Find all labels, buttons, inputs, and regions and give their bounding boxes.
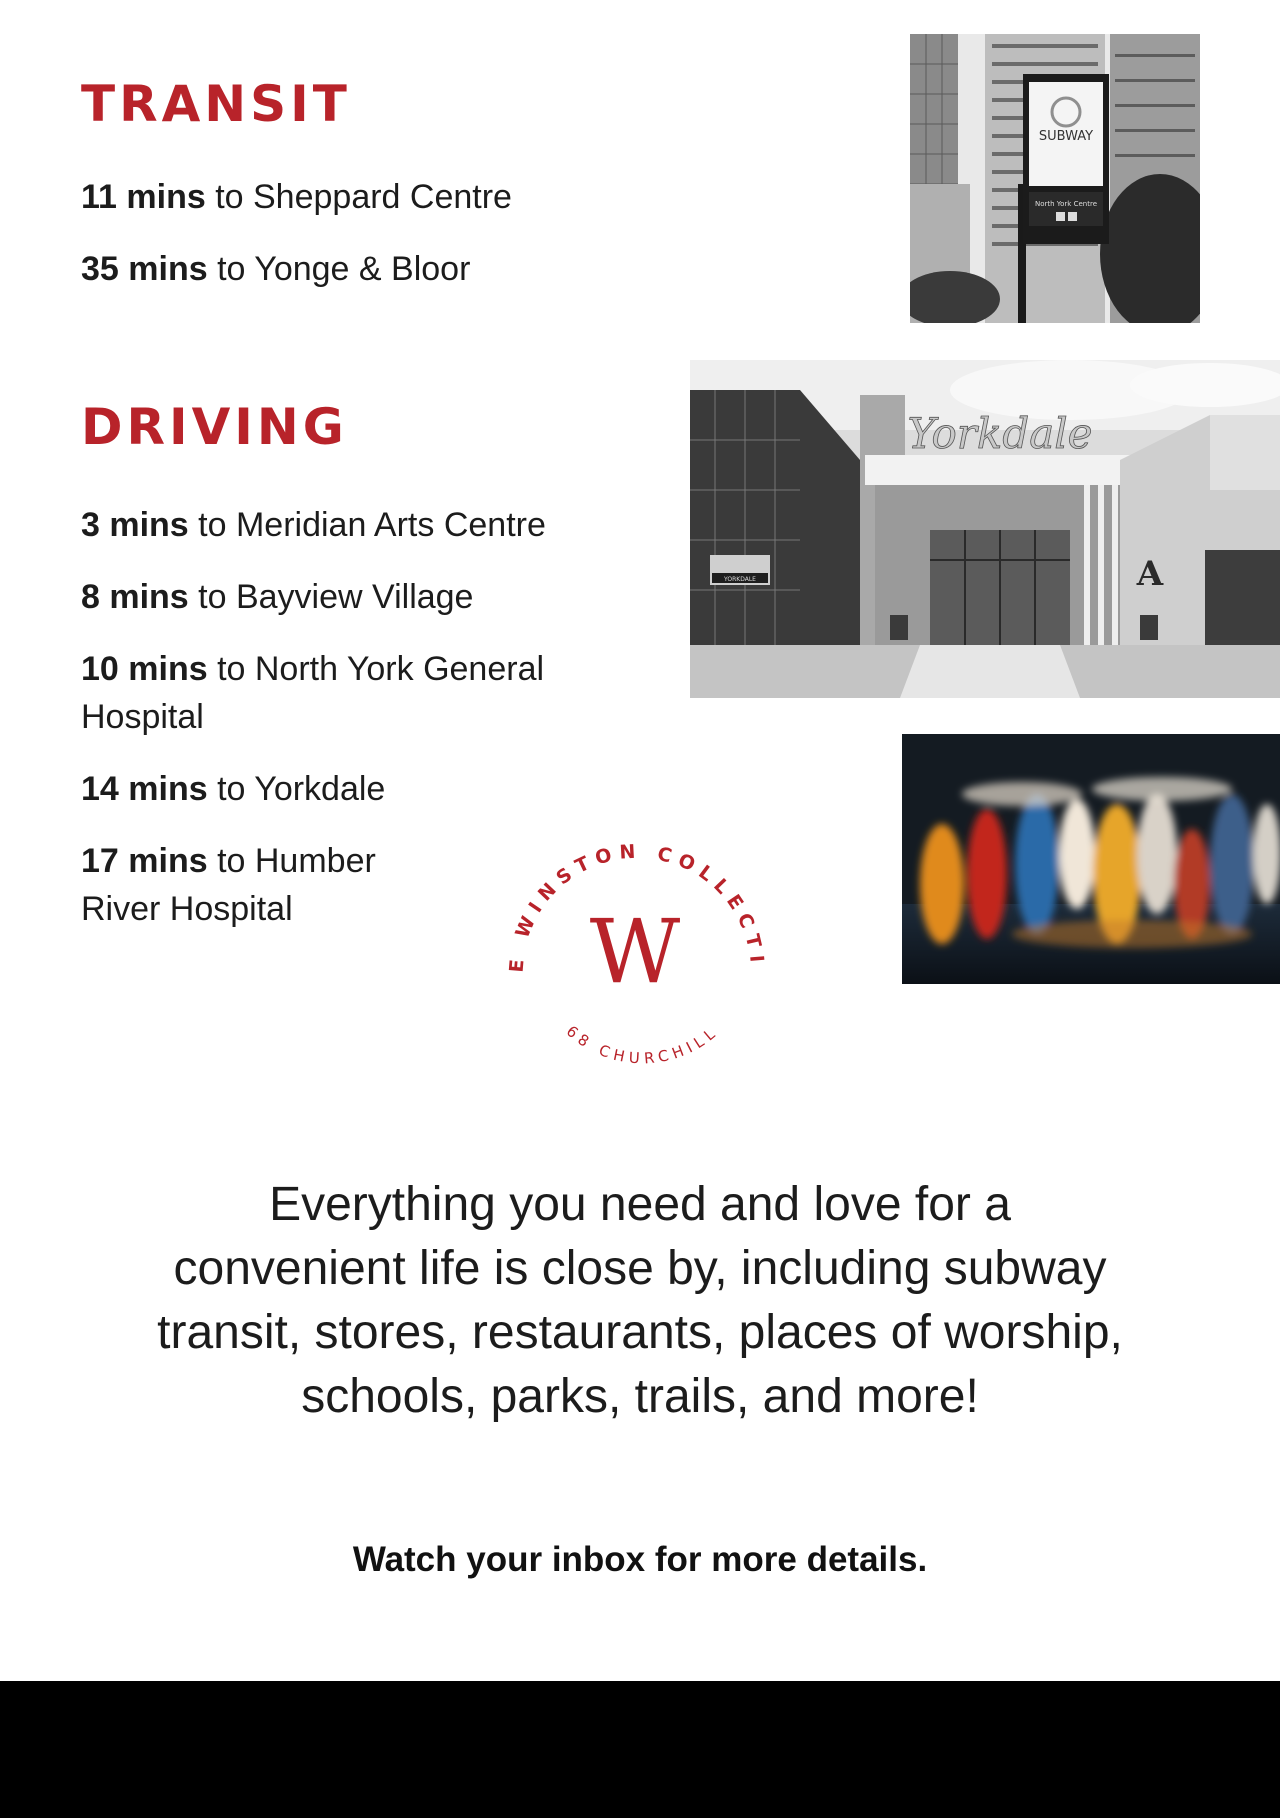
svg-text:YORKDALE: YORKDALE: [724, 576, 756, 583]
inbox-cta: Watch your inbox for more details.: [352, 1540, 928, 1579]
footer-bar: [0, 1681, 1280, 1818]
svg-text:68 CHURCHILL: 68 CHURCHILL: [562, 1022, 723, 1068]
svg-text:SUBWAY: SUBWAY: [1038, 129, 1094, 144]
yorkdale-photo: [690, 360, 1280, 698]
svg-text:Yorkdale: Yorkdale: [907, 409, 1093, 458]
winston-collection-logo: [505, 812, 765, 1082]
transit-item: 11 mins to Sheppard Centre: [81, 178, 512, 216]
transit-heading: TRANSIT: [81, 75, 351, 133]
driving-heading: DRIVING: [81, 398, 348, 456]
driving-item: 10 mins to North York General Hospital: [81, 650, 545, 736]
tagline: Everything you need and love for a convenient life is close by, including subway transit, stores, restaurants, places of worship, schools, parks, trails, and more!: [157, 1178, 1123, 1423]
driving-item: 3 mins to Meridian Arts Centre: [81, 506, 546, 544]
driving-item: 8 mins to Bayview Village: [81, 578, 474, 616]
driving-item: 14 mins to Yorkdale: [81, 770, 386, 808]
subway-sign-photo: [910, 34, 1200, 323]
dancers-photo: [902, 734, 1280, 984]
svg-text:W: W: [589, 900, 681, 1003]
svg-text:A: A: [1136, 554, 1164, 594]
svg-text:THE WINSTON COLLECTION: E WINSTON COLLECT: [505, 840, 765, 974]
transit-item: 35 mins to Yonge & Bloor: [81, 250, 471, 288]
driving-item: 17 mins to Humber River Hospital: [81, 842, 376, 928]
svg-text:North York Centre: North York Centre: [1035, 200, 1097, 208]
